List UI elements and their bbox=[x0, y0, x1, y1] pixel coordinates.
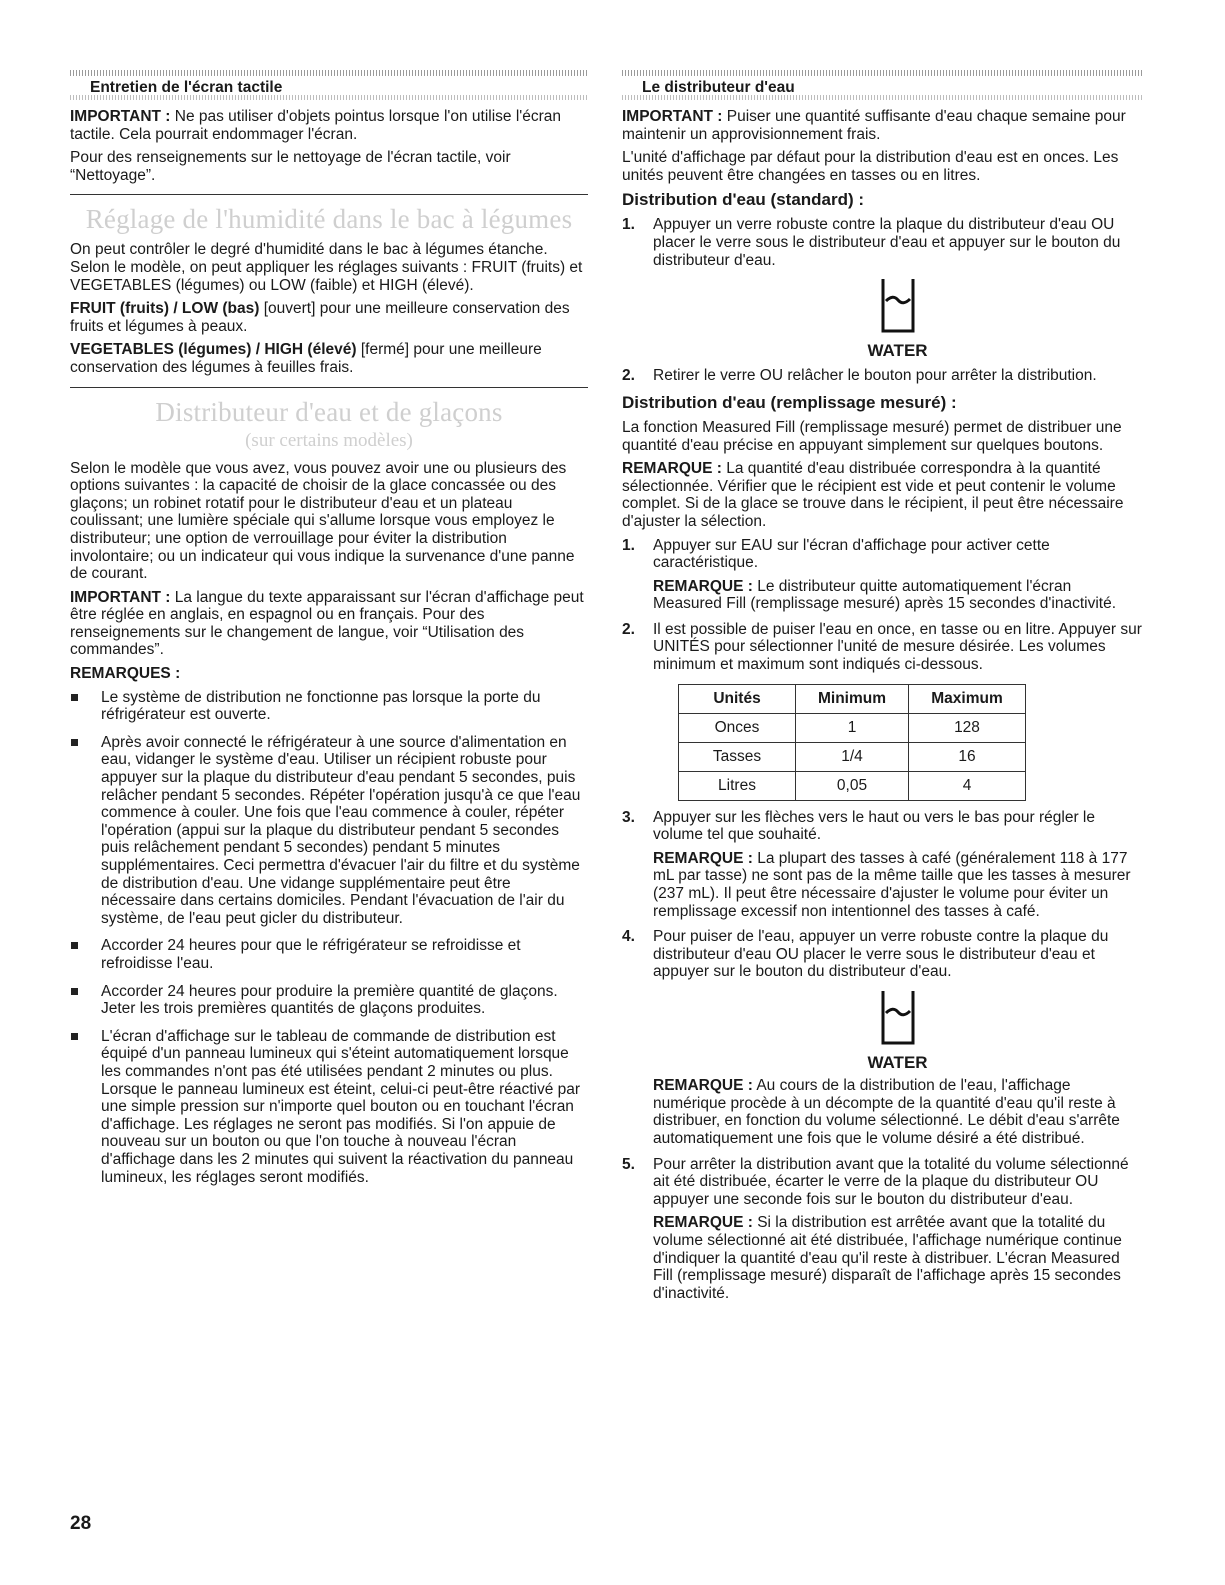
table-cell: 16 bbox=[909, 742, 1026, 771]
step-number: 3. bbox=[622, 808, 635, 826]
water-glass-icon bbox=[653, 277, 1142, 340]
important-label: IMPORTANT : bbox=[70, 108, 171, 125]
units-table bbox=[678, 684, 1026, 801]
list-item: Après avoir connecté le réfrigérateur à une source d'alimentation en eau, vidanger le système d'eau. Utiliser un récipient robuste pour appuyer sur la plaque du distributeur d'eau pendant 5 secondes, puis relâcher pendant 5 secondes. Répéter l'opération jusqu'à ce que l'eau commence à couler. Une fois que l'eau commence à couler, répéter l'opération (appui sur la plaque du distributeur pendant 5 secondes puis relâchement pendant 5 secondes) pendant 5 minutes supplémentaires. Ceci permettra d'évacuer l'air du filtre et du système de distribution d'eau. Une vidange supplémentaire peut être nécessaire dans certains domiciles. Pendant l'évacuation de l'air du système, de l'eau peut gicler du distributeur. bbox=[70, 734, 588, 928]
notes-list bbox=[70, 689, 588, 1186]
step-number: 2. bbox=[622, 620, 635, 638]
step-note bbox=[653, 578, 1142, 613]
touchscreen-heading: Entretien de l'écran tactile bbox=[70, 76, 588, 100]
step-text: Pour arrêter la distribution avant que la totalité du volume sélectionné ait été distribuée, écarter le verre de la plaque du distributeur OU appuyer une seconde fois sur le bouton du distributeur d'eau. bbox=[653, 1155, 1129, 1208]
table-row bbox=[679, 742, 1026, 771]
standard-heading: Distribution d'eau (standard) : bbox=[622, 190, 865, 210]
step-text: Appuyer sur EAU sur l'écran d'affichage pour activer cette caractéristique. bbox=[653, 536, 1050, 572]
measured-note bbox=[622, 460, 1142, 530]
humidity-vegetables bbox=[70, 341, 588, 376]
dispenser-title: Distributeur d'eau et de glaçons bbox=[155, 396, 503, 427]
note-text: Au cours de la distribution de l'eau, l'affichage numérique procède à un décompte de la quantité d'eau qu'il reste à distribuer, en fonction du volume sélectionné. Le débit d'eau s'arrête automatiquement une fois que le volume désiré a été distribué. bbox=[653, 1077, 1120, 1147]
measured-heading: Distribution d'eau (remplissage mesuré) : bbox=[622, 392, 957, 412]
list-item bbox=[622, 928, 1142, 1147]
step-text: Appuyer un verre robuste contre la plaque du distributeur d'eau OU placer le verre sous le distributeur d'eau et appuyer sur le bouton du distributeur d'eau. bbox=[653, 216, 1121, 269]
touchscreen-cleaning-text: Pour des renseignements sur le nettoyage de l'écran tactile, voir “Nettoyage”. bbox=[70, 149, 511, 184]
right-column bbox=[622, 70, 1142, 1310]
step-text: Il est possible de puiser l'eau en once, en tasse ou en litre. Appuyer sur UNITÉS pour sélectionner l'unité de mesure désirée. Les volumes minimum et maximum sont indiqués ci-dessous. bbox=[653, 620, 1142, 674]
list-item bbox=[622, 216, 1142, 359]
note-label: REMARQUE : bbox=[653, 1077, 753, 1095]
page-number: 28 bbox=[70, 1513, 92, 1534]
step-note bbox=[653, 1214, 1142, 1302]
touchscreen-important bbox=[70, 108, 588, 143]
step-note bbox=[653, 850, 1142, 920]
water-units-text: L'unité d'affichage par défaut pour la distribution d'eau est en onces. Les unités peuvent être changées en tasses ou en litres. bbox=[622, 149, 1119, 184]
dispenser-intro: Selon le modèle que vous avez, vous pouvez avoir une ou plusieurs des options suivantes : la capacité de choisir de la glace concassée ou des glaçons; un robinet rotatif pour le distributeur d'eau et un plateau coulissant; une lumière spéciale qui s'allume lorsque vous employez le distributeur; une option de verrouillage pour éviter la distribution involontaire; ou un indicateur qui vous indique la survenance d'une panne de courant. bbox=[70, 459, 575, 583]
list-item: Accorder 24 heures pour que le réfrigérateur se refroidisse et refroidisse l'eau. bbox=[70, 937, 588, 972]
dispenser-subtitle: (sur certains modèles) bbox=[245, 429, 413, 451]
section-rule bbox=[70, 387, 588, 388]
list-item: Le système de distribution ne fonctionne pas lorsque la porte du réfrigérateur est ouverte. bbox=[70, 689, 588, 724]
dispenser-important bbox=[70, 589, 588, 659]
veg-label: VEGETABLES (légumes) / HIGH (élevé) bbox=[70, 341, 357, 359]
table-header: Maximum bbox=[909, 684, 1026, 713]
list-item bbox=[622, 1156, 1142, 1303]
table-row bbox=[679, 713, 1026, 742]
step-number: 4. bbox=[622, 928, 635, 946]
note-label: REMARQUE : bbox=[622, 460, 722, 478]
note-label: REMARQUE : bbox=[653, 849, 753, 867]
fruit-label: FRUIT (fruits) / LOW (bas) bbox=[70, 300, 260, 318]
step-number: 2. bbox=[622, 367, 635, 385]
measured-intro: La fonction Measured Fill (remplissage mesuré) permet de distribuer une quantité d'eau précise en appuyant simplement sur quelques boutons. bbox=[622, 418, 1122, 454]
list-item: L'écran d'affichage sur le tableau de commande de distribution est équipé d'un panneau lumineux qui s'éteint automatiquement lorsque les commandes n'ont pas été utilisées pendant 2 minutes ou plus. Lorsque le panneau lumineux est éteint, celui-ci peut-être réactivé par une simple pression sur n'importe quel bouton ou en touchant l'écran d'affichage. Les réglages ne seront pas modifiés. Si l'on appuie de nouveau sur un bouton ou que l'on touche à nouveau l'écran d'affichage dans les 2 minutes qui suivent la réactivation du panneau lumineux, les réglages seront modifiés. bbox=[70, 1028, 588, 1186]
table-header: Unités bbox=[679, 684, 796, 713]
notes-label: REMARQUES : bbox=[70, 665, 181, 683]
veg-text: [fermé] pour une meilleure conservation des légumes à feuilles frais. bbox=[70, 341, 542, 376]
humidity-title: Réglage de l'humidité dans le bac à légumes bbox=[85, 204, 573, 235]
list-item bbox=[622, 367, 1142, 385]
water-dispenser-heading: Le distributeur d'eau bbox=[622, 76, 1142, 100]
table-cell: Litres bbox=[679, 771, 796, 800]
measured-steps bbox=[622, 537, 1142, 674]
table-header: Minimum bbox=[796, 684, 909, 713]
step-note bbox=[653, 1077, 1142, 1147]
fruit-text: [ouvert] pour une meilleure conservation des fruits et légumes à peaux. bbox=[70, 300, 570, 335]
list-item bbox=[622, 621, 1142, 674]
note-text: Le distributeur quitte automatiquement l'écran Measured Fill (remplissage mesuré) après 15 secondes d'inactivité. bbox=[653, 577, 1116, 613]
table-row bbox=[679, 771, 1026, 800]
table-cell: 4 bbox=[909, 771, 1026, 800]
important-text: La langue du texte apparaissant sur l'écran d'affichage peut être réglée en anglais, en espagnol ou en français. Pour des renseignements sur le changement de langue, voir “Utilisation des commandes”. bbox=[70, 588, 584, 659]
table-cell: Onces bbox=[679, 713, 796, 742]
important-label: IMPORTANT : bbox=[70, 588, 171, 606]
humidity-intro: On peut contrôler le degré d'humidité dans le bac à légumes étanche. Selon le modèle, on peut appliquer les réglages suivants : FRUIT (fruits) et VEGETABLES (légumes) ou LOW (faible) et HIGH (élevé). bbox=[70, 241, 583, 294]
table-cell: 1/4 bbox=[796, 742, 909, 771]
note-label: REMARQUE : bbox=[653, 577, 753, 595]
table-header-row bbox=[679, 684, 1026, 713]
important-label: IMPORTANT : bbox=[622, 108, 723, 125]
water-label: WATER bbox=[867, 340, 928, 360]
list-item bbox=[622, 537, 1142, 613]
water-glass-icon bbox=[653, 989, 1142, 1052]
table-cell: 128 bbox=[909, 713, 1026, 742]
section-rule bbox=[70, 194, 588, 195]
table-cell: Tasses bbox=[679, 742, 796, 771]
important-text: Ne pas utiliser d'objets pointus lorsque l'on utilise l'écran tactile. Cela pourrait endommager l'écran. bbox=[70, 108, 562, 143]
list-item: Accorder 24 heures pour produire la première quantité de glaçons. Jeter les trois premières quantités de glaçons produites. bbox=[70, 983, 588, 1018]
note-text: Si la distribution est arrêtée avant que la totalité du volume sélectionné ait été distribuée, l'affichage numérique continue d'indiquer la quantité d'eau qu'il reste à distribuer. L'écran Measured Fill (remplissage mesuré) disparaît de l'affichage après 15 secondes d'inactivité. bbox=[653, 1214, 1122, 1302]
water-important bbox=[622, 108, 1142, 143]
step-number: 5. bbox=[622, 1155, 635, 1173]
step-text: Retirer le verre OU relâcher le bouton pour arrêter la distribution. bbox=[653, 367, 1097, 385]
note-label: REMARQUE : bbox=[653, 1214, 753, 1232]
standard-steps bbox=[622, 216, 1142, 385]
note-text: La quantité d'eau distribuée correspondra à la quantité sélectionnée. Vérifier que le récipient est vide et peut contenir le volume complet. Si de la glace se trouve dans le récipient, il peut être nécessaire d'ajuster la sélection. bbox=[622, 460, 1124, 530]
water-label: WATER bbox=[867, 1052, 928, 1072]
note-text: La plupart des tasses à café (généralement 118 à 177 mL par tasse) ne sont pas de la même taille que les tasses à mesurer (237 mL). Il peut être nécessaire d'ajuster le volume pour éviter un remplissage excessif non intentionnel des tasses à café. bbox=[653, 849, 1131, 920]
step-text: Appuyer sur les flèches vers le haut ou vers le bas pour régler le volume tel que souhaité. bbox=[653, 808, 1095, 844]
table-cell: 1 bbox=[796, 713, 909, 742]
step-number: 1. bbox=[622, 536, 635, 554]
important-text: Puiser une quantité suffisante d'eau chaque semaine pour maintenir un approvisionnement frais. bbox=[622, 108, 1126, 143]
table-cell: 0,05 bbox=[796, 771, 909, 800]
step-text: Pour puiser de l'eau, appuyer un verre robuste contre la plaque du distributeur d'eau OU placer le verre sous le distributeur d'eau et appuyer sur le bouton du distributeur d'eau. bbox=[653, 928, 1109, 981]
measured-steps-continued bbox=[622, 809, 1142, 1303]
humidity-fruit bbox=[70, 300, 588, 335]
left-column bbox=[70, 70, 588, 1196]
step-number: 1. bbox=[622, 216, 635, 234]
list-item bbox=[622, 809, 1142, 921]
